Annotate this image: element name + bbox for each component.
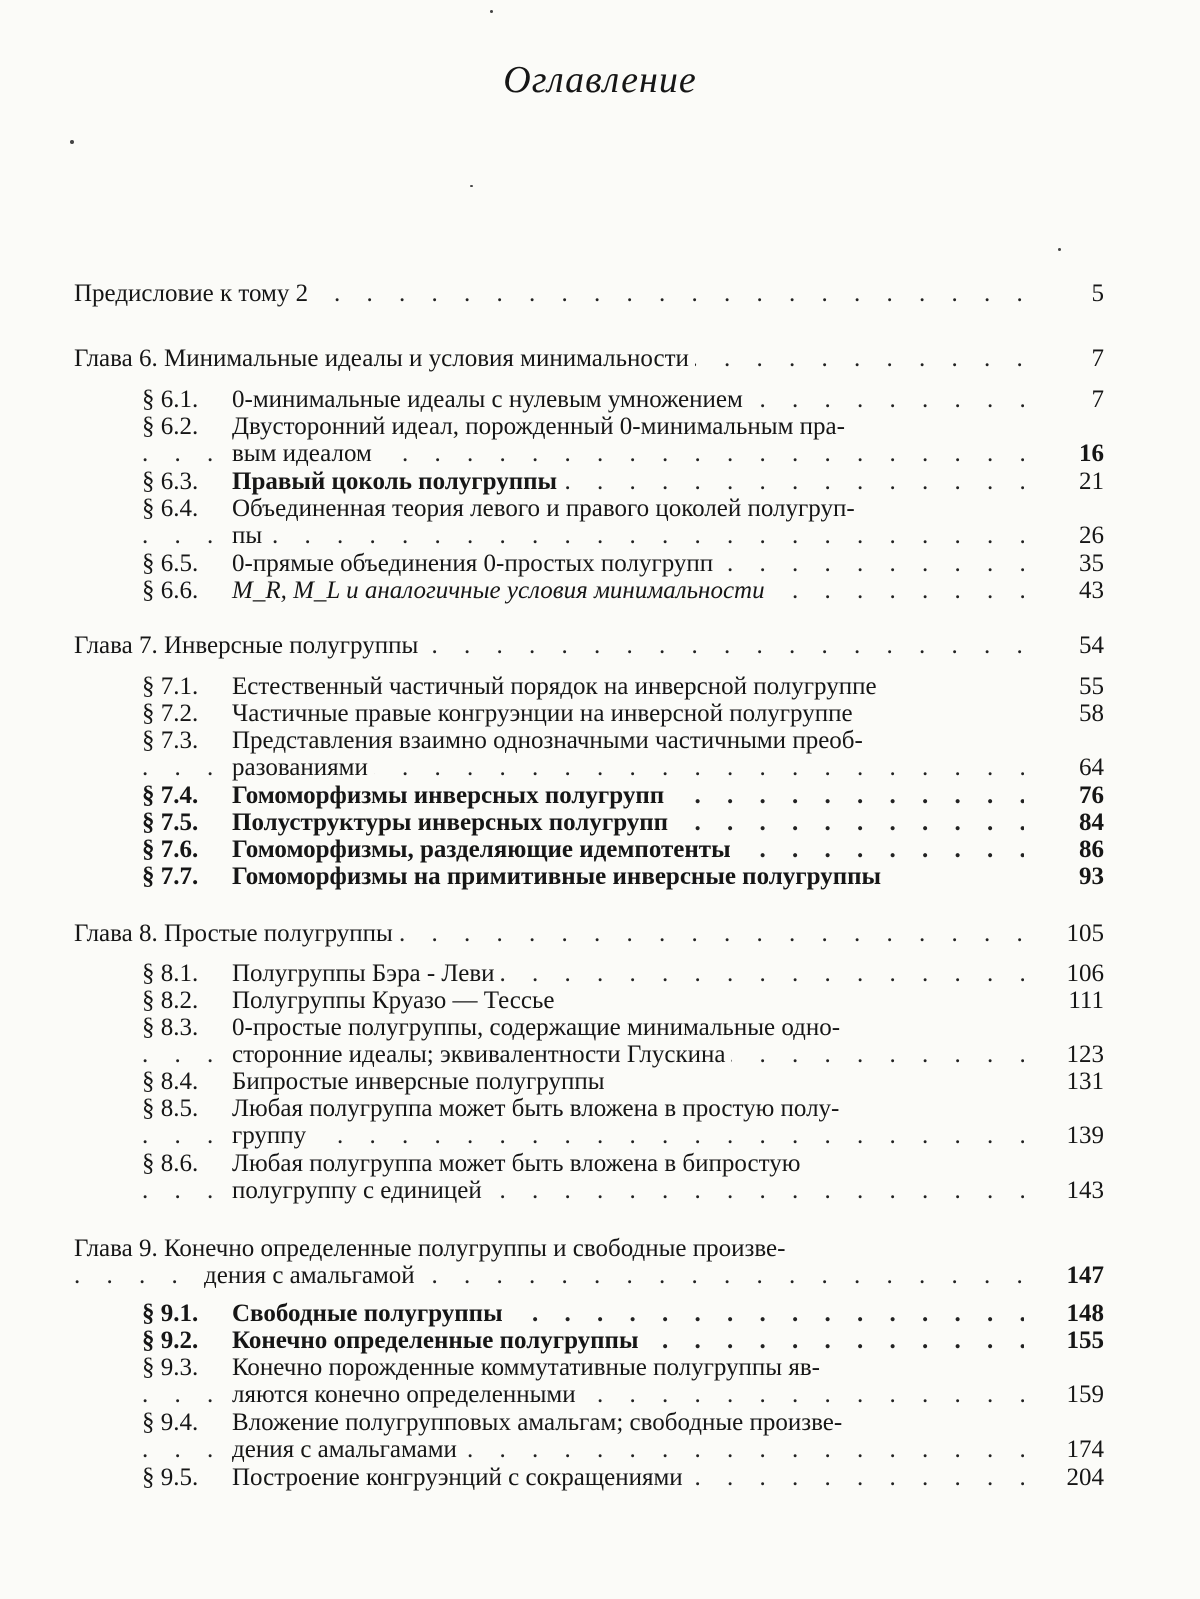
section-number: § 9.5. — [142, 1464, 199, 1491]
page-number: 7 — [1091, 386, 1104, 413]
section-title-line: полугруппу с единицей — [232, 1177, 488, 1204]
section-title: Полугруппы Круазо — Тессье — [232, 987, 555, 1014]
page-number: 111 — [1068, 987, 1104, 1014]
page-number: 54 — [1079, 632, 1104, 659]
section-number: § 7.1. — [142, 673, 199, 700]
section-number: § 9.4. — [142, 1409, 199, 1436]
toc-entry-preface[interactable] — [74, 280, 1104, 307]
toc-section-6-4[interactable] — [142, 495, 1104, 549]
page-number: 55 — [1079, 673, 1104, 700]
toc-section-8-4[interactable] — [142, 1068, 1104, 1095]
section-title: M_R, M_L и аналогичные условия минимальности — [232, 577, 765, 604]
page-number: 26 — [1079, 522, 1104, 549]
section-title: Гомоморфизмы на примитивные инверсные полугруппы — [232, 863, 882, 890]
section-title: Конечно определенные полугруппы — [232, 1327, 639, 1354]
section-number: § 7.4. — [142, 782, 199, 809]
section-title: 0-прямые объединения 0-простых полугрупп — [232, 550, 714, 577]
toc-chapter-6[interactable] — [74, 345, 1104, 372]
page-number: 131 — [1066, 1068, 1104, 1095]
section-title-line: Любая полугруппа может быть вложена в бипростую — [232, 1150, 801, 1177]
toc-section-7-4[interactable] — [142, 782, 1104, 809]
section-title: Гомоморфизмы инверсных полугрупп — [232, 782, 665, 809]
section-number: § 6.1. — [142, 386, 199, 413]
page-number: 5 — [1091, 280, 1104, 307]
section-title-line: Представления взаимно однозначными частичными преоб- — [232, 727, 863, 754]
toc-section-9-3[interactable] — [142, 1354, 1104, 1408]
toc-section-9-5[interactable] — [142, 1464, 1104, 1491]
page-number: 86 — [1079, 836, 1104, 863]
section-title: Естественный частичный порядок на инверсной полугруппе — [232, 673, 877, 700]
section-title-line: Конечно порожденные коммутативные полугруппы яв- — [232, 1354, 820, 1381]
toc-section-7-1[interactable] — [142, 673, 1104, 700]
section-title-line: вым идеалом — [232, 440, 378, 467]
page-number: 123 — [1066, 1041, 1104, 1068]
page-number: 93 — [1079, 863, 1104, 890]
section-number: § 8.6. — [142, 1150, 199, 1177]
chapter-label: Глава 8. Простые полугруппы — [74, 920, 399, 947]
toc-section-9-1[interactable] — [142, 1300, 1104, 1327]
page-number: 204 — [1066, 1464, 1104, 1491]
section-number: § 6.6. — [142, 577, 199, 604]
section-number: § 6.2. — [142, 413, 199, 440]
toc-section-7-2[interactable] — [142, 700, 1104, 727]
chapter-label: Глава 6. Минимальные идеалы и условия минимальности — [74, 345, 695, 372]
section-number: § 7.5. — [142, 809, 199, 836]
section-title: Свободные полугруппы — [232, 1300, 503, 1327]
preface-label: Предисловие к тому 2 — [74, 280, 314, 307]
section-title-line: Вложение полугрупповых амальгам; свободные произве- — [232, 1409, 843, 1436]
section-number: § 6.5. — [142, 550, 199, 577]
section-title-line: дения с амальгамами — [232, 1436, 463, 1463]
leader-dots — [142, 522, 1024, 549]
section-title: 0-минимальные идеалы с нулевым умножением — [232, 386, 743, 413]
section-title: Построение конгруэнций с сокращениями — [232, 1464, 683, 1491]
page-number: 84 — [1079, 809, 1104, 836]
page-number: 35 — [1079, 550, 1104, 577]
toc-section-6-6[interactable] — [142, 577, 1104, 604]
page-number: 148 — [1066, 1300, 1104, 1327]
page-number: 155 — [1066, 1327, 1104, 1354]
toc-chapter-8[interactable] — [74, 920, 1104, 947]
section-title-line: группу — [232, 1122, 312, 1149]
section-number: § 6.4. — [142, 495, 199, 522]
section-number: § 7.2. — [142, 700, 199, 727]
section-number: § 7.3. — [142, 727, 199, 754]
chapter-label: Глава 7. Инверсные полугруппы — [74, 632, 424, 659]
toc-section-9-4[interactable] — [142, 1409, 1104, 1463]
section-number: § 7.6. — [142, 836, 199, 863]
section-number: § 6.3. — [142, 468, 199, 495]
page-number: 21 — [1079, 468, 1104, 495]
page-number: 174 — [1066, 1436, 1104, 1463]
section-title-line: пы — [232, 522, 268, 549]
toc-section-7-6[interactable] — [142, 836, 1104, 863]
toc-section-8-5[interactable] — [142, 1095, 1104, 1149]
section-title-line: ляются конечно определенными — [232, 1381, 582, 1408]
section-number: § 8.4. — [142, 1068, 199, 1095]
section-number: § 7.7. — [142, 863, 199, 890]
section-title-line: сторонние идеалы; эквивалентности Глускина — [232, 1041, 731, 1068]
section-number: § 9.2. — [142, 1327, 199, 1354]
page-number: 76 — [1079, 782, 1104, 809]
toc-section-7-3[interactable] — [142, 727, 1104, 781]
toc-section-8-1[interactable] — [142, 960, 1104, 987]
section-number: § 8.3. — [142, 1014, 199, 1041]
section-title: Правый цоколь полугруппы — [232, 468, 558, 495]
section-number: § 8.2. — [142, 987, 199, 1014]
page-title: Оглавление — [503, 59, 697, 101]
toc-chapter-7[interactable] — [74, 632, 1104, 659]
page-number: 43 — [1079, 577, 1104, 604]
page-number: 143 — [1066, 1177, 1104, 1204]
section-title: Частичные правые конгруэнции на инверсной полугруппе — [232, 700, 853, 727]
page-number: 7 — [1091, 345, 1104, 372]
section-number: § 8.5. — [142, 1095, 199, 1122]
section-title-line: 0-простые полугруппы, содержащие минимальные одно- — [232, 1014, 841, 1041]
section-title-line: Объединенная теория левого и правого цоколей полугруп- — [232, 495, 855, 522]
section-title-line: Двусторонний идеал, порожденный 0-минимальным пра- — [232, 413, 845, 440]
toc-section-8-2[interactable] — [142, 987, 1104, 1014]
page-number: 106 — [1066, 960, 1104, 987]
page-number: 159 — [1066, 1381, 1104, 1408]
toc-section-6-1[interactable] — [142, 386, 1104, 413]
page-number: 147 — [1066, 1262, 1104, 1289]
chapter-label-line: дения с амальгамой — [204, 1262, 421, 1289]
page-number: 64 — [1079, 754, 1104, 781]
toc-section-8-3[interactable] — [142, 1014, 1104, 1068]
section-number: § 9.1. — [142, 1300, 199, 1327]
toc-section-6-5[interactable] — [142, 550, 1104, 577]
chapter-label-line: Глава 9. Конечно определенные полугруппы и свободные произве- — [74, 1235, 791, 1262]
toc-section-9-2[interactable] — [142, 1327, 1104, 1354]
toc-section-6-2[interactable] — [142, 413, 1104, 467]
toc-section-8-6[interactable] — [142, 1150, 1104, 1204]
page-number: 16 — [1079, 440, 1104, 467]
section-title: Полугруппы Бэра - Леви — [232, 960, 495, 987]
section-title: Бипростые инверсные полугруппы — [232, 1068, 605, 1095]
toc-section-7-5[interactable] — [142, 809, 1104, 836]
toc-section-7-7[interactable] — [142, 863, 1104, 890]
page-number: 105 — [1066, 920, 1104, 947]
section-title-line: Любая полугруппа может быть вложена в простую полу- — [232, 1095, 840, 1122]
section-title: Гомоморфизмы, разделяющие идемпотенты — [232, 836, 731, 863]
toc-chapter-9[interactable] — [74, 1235, 1104, 1289]
page-number: 139 — [1066, 1122, 1104, 1149]
toc-section-6-3[interactable] — [142, 468, 1104, 495]
section-title: Полуструктуры инверсных полугрупп — [232, 809, 669, 836]
section-number: § 9.3. — [142, 1354, 199, 1381]
section-title-line: разованиями — [232, 754, 374, 781]
section-number: § 8.1. — [142, 960, 199, 987]
page-number: 58 — [1079, 700, 1104, 727]
